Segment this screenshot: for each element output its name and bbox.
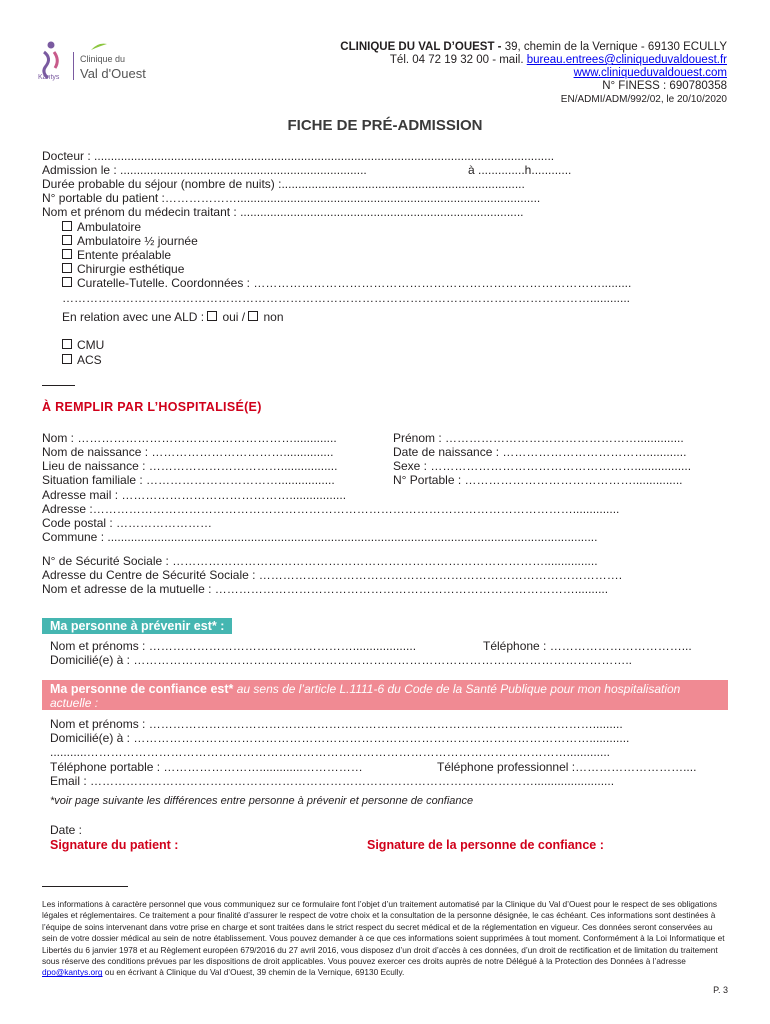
option-ambulatoire-demi[interactable] bbox=[62, 234, 198, 248]
adresse-mail-field[interactable]: Adresse mail : ……………………………………................. bbox=[42, 488, 347, 502]
logo-brand: Kantys bbox=[38, 74, 60, 81]
checkbox[interactable] bbox=[62, 235, 72, 245]
checkbox[interactable] bbox=[62, 277, 72, 287]
curatelle-continuation[interactable]: ……………………………………………………………………………………………………………………............ bbox=[62, 291, 631, 305]
privacy-text: Les informations à caractère personnel que vous communiquez sur ce formulaire font l’objet d’un traitement automatisé par la Clinique du Val d’Ouest pour le respect de ses obligations légales et réglementaires. Ce traitement a pour finalité d’assurer le respect de votre choix et la consultation de la personne désignée, le cas échéant. Ces informations sont destinées à l’équipe de soins intervenant dans votre prise en charge et sont traitées dans le strict respect du secret médical et de la réglementation en vigueur. Ces données seront conservées au sein de votre dossier médical au sein de notre établissement. Vous pouvez demander à ce que ces informations soient supprimées à tout moment. Conformément à la Loi Informatique et Libertés du 6 janvier 1978 et au Règlement européen 679/2016 du 27 avril 2016, vous disposez d’un droit d’accès à ces données, d’un droit de rectification et de limitation du traitement sous réserve des conditions prévues par les dispositions de droit applicables. Vous pouvez exercer ces droits auprès de notre Délégué à la Protection des Données à l’adresse bbox=[42, 899, 725, 967]
option-chirurgie[interactable] bbox=[62, 262, 184, 276]
checkbox[interactable] bbox=[62, 249, 72, 259]
confiance-tel-portable-field[interactable]: Téléphone portable : …………………….............…………… bbox=[50, 760, 363, 774]
clinic-logo bbox=[38, 40, 168, 85]
leaf-icon bbox=[90, 42, 108, 52]
signature-confiance[interactable]: Signature de la personne de confiance : bbox=[367, 838, 604, 852]
patient-section-title: À REMPLIR PAR L’HOSPITALISÉ(E) bbox=[42, 400, 262, 414]
option-acs[interactable] bbox=[62, 353, 102, 367]
ald-oui-checkbox[interactable] bbox=[207, 311, 217, 321]
divider bbox=[42, 385, 75, 386]
doc-reference: EN/ADMI/ADM/992/02, le 20/10/2020 bbox=[560, 94, 727, 105]
option-label: CMU bbox=[77, 338, 105, 352]
confiance-domicile-cont[interactable]: ...........…………………………………………………………………………………………………………............. bbox=[50, 745, 611, 759]
duree-field[interactable]: Durée probable du séjour (nombre de nuits) :......................................................................... bbox=[42, 177, 525, 191]
confiance-tel-pro-field[interactable]: Téléphone professionnel :……………………….... bbox=[437, 760, 697, 774]
clinic-address: 39, chemin de la Vernique - 69130 ECULLY bbox=[501, 41, 727, 53]
prevenir-nom-field[interactable]: Nom et prénoms : ……………………………………………................... bbox=[50, 639, 417, 653]
docteur-field[interactable]: Docteur : .......................................................................................................................................... bbox=[42, 149, 555, 163]
confiance-band-title: Ma personne de confiance est* bbox=[50, 682, 234, 696]
option-label: Ambulatoire bbox=[77, 220, 142, 234]
signature-patient[interactable]: Signature du patient : bbox=[50, 838, 179, 852]
clinic-name: CLINIQUE DU VAL D’OUEST - bbox=[340, 41, 502, 53]
email-link[interactable]: bureau.entrees@cliniqueduvaldouest.fr bbox=[526, 54, 727, 66]
ald-row bbox=[62, 310, 284, 324]
tel-line: Tél. 04 72 19 32 00 - mail. bbox=[389, 54, 527, 66]
option-label: Chirurgie esthétique bbox=[77, 262, 185, 276]
dpo-email-link[interactable]: dpo@kantys.org bbox=[42, 967, 103, 978]
date-field[interactable]: Date : bbox=[50, 823, 83, 837]
option-curatelle[interactable] bbox=[62, 276, 631, 290]
page-number: P. 3 bbox=[713, 985, 728, 995]
ald-non-label: non bbox=[263, 310, 284, 324]
website-link[interactable]: www.cliniqueduvaldouest.com bbox=[573, 67, 727, 79]
prenom-field[interactable]: Prénom : ………………………………………….............. bbox=[393, 431, 684, 445]
footer-divider bbox=[42, 886, 128, 887]
nom-naissance-field[interactable]: Nom de naissance : ……………………………............... bbox=[42, 445, 334, 459]
date-naissance-field[interactable]: Date de naissance : ………………………………............ bbox=[393, 445, 687, 459]
centre-secu-field[interactable]: Adresse du Centre de Sécurité Sociale : ………………………………………………………………………………. bbox=[42, 568, 623, 582]
option-label: Ambulatoire ½ journée bbox=[77, 234, 198, 248]
option-entente[interactable] bbox=[62, 248, 171, 262]
checkbox[interactable] bbox=[62, 221, 72, 231]
checkbox[interactable] bbox=[62, 263, 72, 273]
patient-portable-field[interactable]: N° portable du patient :………………........................................................................................... bbox=[42, 191, 541, 205]
prevenir-band: Ma personne à prévenir est* : bbox=[42, 618, 232, 634]
privacy-notice bbox=[42, 899, 728, 979]
admission-date-field[interactable]: Admission le : .......................................................................... bbox=[42, 163, 367, 177]
logo-line1: Clinique du bbox=[80, 54, 126, 64]
prevenir-domicile-field[interactable]: Domicilié(e) à : …………………………………………………………………………………………………………….. bbox=[50, 653, 633, 667]
secu-field[interactable]: N° de Sécurité Sociale : …………………………………………………………………………………................ bbox=[42, 554, 598, 568]
sexe-field[interactable]: Sexe : ……………………………………………................. bbox=[393, 459, 692, 473]
adresse-field[interactable]: Adresse :………………………………………………………………………………………………………….............. bbox=[42, 502, 620, 516]
confiance-nom-field[interactable]: Nom et prénoms : …………………………………………………………………………………………………......... bbox=[50, 717, 623, 731]
option-ambulatoire[interactable] bbox=[62, 220, 141, 234]
footnote: *voir page suivante les différences entre personne à prévenir et personne de confiance bbox=[50, 795, 474, 807]
prevenir-telephone-field[interactable]: Téléphone : ……………………………... bbox=[483, 639, 692, 653]
checkbox[interactable] bbox=[62, 339, 72, 349]
ald-label: En relation avec une ALD : bbox=[62, 310, 208, 324]
option-label: Entente préalable bbox=[77, 248, 172, 262]
checkbox[interactable] bbox=[62, 354, 72, 364]
finess: N° FINESS : 690780358 bbox=[602, 80, 727, 92]
confiance-domicile-field[interactable]: Domicilié(e) à : ……………………………………………………………………………………………………............ bbox=[50, 731, 630, 745]
clinic-address-line bbox=[340, 40, 727, 54]
page-title: FICHE DE PRÉ-ADMISSION bbox=[287, 117, 483, 134]
privacy-text-end: ou en écrivant à Clinique du Val d’Ouest, 39 chemin de la Vernique, 69130 Ecully. bbox=[102, 967, 405, 978]
admission-time-field[interactable]: à ..............h............ bbox=[468, 163, 572, 177]
nom-field[interactable]: Nom : ………………………………………………............. bbox=[42, 431, 337, 445]
logo-line2: Val d'Ouest bbox=[80, 66, 146, 81]
medecin-traitant-field[interactable]: Nom et prénom du médecin traitant : ..................................................................................... bbox=[42, 205, 524, 219]
curatelle-label: Curatelle-Tutelle. Coordonnées : ……………………………………………………………………………......... bbox=[77, 276, 632, 290]
ald-non-checkbox[interactable] bbox=[248, 311, 258, 321]
mutuelle-field[interactable]: Nom et adresse de la mutuelle : ……………………………………………………………………………….......... bbox=[42, 582, 609, 596]
commune-field[interactable]: Commune : ................................................................................................................................................... bbox=[42, 530, 598, 544]
contact-line bbox=[390, 53, 727, 67]
logo-vertical-rule bbox=[73, 52, 74, 80]
n-portable-field[interactable]: N° Portable : ……………………………………............... bbox=[393, 473, 683, 487]
ald-separator: / bbox=[238, 310, 249, 324]
option-label: ACS bbox=[77, 353, 102, 367]
confiance-band bbox=[42, 680, 728, 710]
lieu-naissance-field[interactable]: Lieu de naissance : ……………………………................. bbox=[42, 459, 338, 473]
confiance-email-field[interactable]: Email : …………………………………………………………………………………………………........................ bbox=[50, 774, 615, 788]
confiance-band-subtitle: au sens de l’article L.1111-6 du Code de la Santé Publique pour mon hospitalisation actuelle : bbox=[50, 682, 681, 710]
option-cmu[interactable] bbox=[62, 338, 104, 352]
situation-field[interactable]: Situation familiale : ……………………………................. bbox=[42, 473, 335, 487]
code-postal-field[interactable]: Code postal : …………………… bbox=[42, 516, 213, 530]
ald-oui-label: oui bbox=[222, 310, 239, 324]
